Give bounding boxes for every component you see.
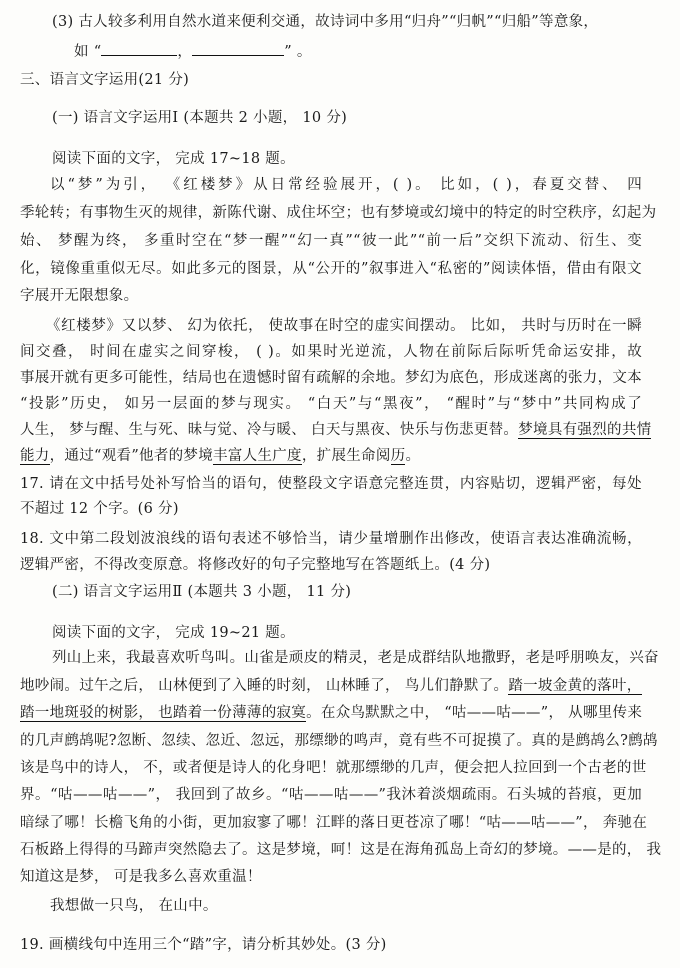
underlined-sentence-part-2: 踏一地斑驳的树影， 也踏着一份薄薄的寂寞	[20, 705, 307, 721]
p3-line-6: 界。“咕——咕——”， 我回到了故乡。“咕——咕——”我沐着淡烟疏雨。石头城的苔痕，更加	[20, 787, 642, 803]
p3-line-2	[20, 676, 642, 696]
p2-line-6-text-b: ，扩展生命阅	[301, 448, 391, 464]
p3-line-7: 暗绿了哪！长檐飞角的小街，更加寂寥了哪！江畔的落日更苍凉了哪！“咕——咕——”， 奔驰在	[20, 815, 648, 831]
wavy-sentence-part-1: 梦境具有强烈的共情	[518, 422, 652, 438]
q3-line-1: (3) 古人较多利用自然水道来便利交通，故诗词中多用“归舟”“归帆”“归船”等意象，	[52, 14, 599, 30]
p3-final-line: 我想做一只鸟， 在山中。	[50, 898, 218, 914]
section-3-heading: 三、语言文字运用(21 分)	[20, 72, 190, 88]
wavy-sentence-part-2: 能力	[20, 448, 50, 464]
q3-suffix: ” 。	[284, 44, 312, 60]
p3-line-8: 石板路上得得的马蹄声突然隐去了。这是梦境，呵！这是在海角孤岛上奇幻的梦境。——是的， 我	[20, 842, 662, 858]
p2-line-4: “投影”历史， 如另一层面的梦与现实。 “白天”与“黑夜”， “醒时”与“梦中”共同构成了	[20, 396, 642, 412]
q3-prefix: 如 “	[74, 44, 102, 60]
p1-line-1: 以“梦”为引， 《红楼梦》从日常经验展开，( )。 比如，( )，春夏交替、 四	[50, 177, 642, 193]
p3-line-9: 知道这是梦， 可是我多么喜欢重温！	[20, 869, 262, 885]
read-instruction-2: 阅读下面的文字， 完成 19~21 题。	[52, 625, 295, 641]
p1-line-5: 字展开无限想象。	[20, 288, 139, 304]
q19: 19. 画横线句中连用三个“踏”字，请分析其妙处。(3 分)	[20, 937, 387, 953]
underlined-sentence-part-1: 踏一坡金黄的落叶，	[508, 678, 642, 694]
answer-blank-1[interactable]	[101, 41, 177, 56]
p1-line-4: 化，镜像重重似无尽。如此多元的图景，从“公开的”叙事进入“私密的”阅读体悟，借由有限文	[20, 261, 642, 277]
q17-line-1: 17. 请在文中括号处补写恰当的语句，使整段文字语意完整连贯，内容贴切，逻辑严密，每处	[20, 476, 642, 492]
q3-line-2	[74, 41, 312, 62]
p2-line-6-text-a: ，通过“观看”他者的梦境	[49, 448, 214, 464]
p2-line-1: 《红楼梦》又以梦、 幻为依托， 使故事在时空的虚实间摆动。 比如， 共时与历时在一瞬	[46, 318, 642, 334]
wavy-sentence-part-4: 历	[390, 448, 406, 464]
p3-line-5: 该是鸟中的诗人， 不，或者便是诗人的化身吧！就那缥缈的几声，便会把人拉回到一个古老的世	[20, 760, 647, 776]
p3-line-4: 的几声鹧鸪呢?忽断、忽续、忽近、忽远，那缥缈的鸣声，竟有些不可捉摸了。真的是鹧鸪么?鹧鸪	[20, 733, 658, 749]
p3-line-1: 列山上来，我最喜欢听鸟叫。山雀是顽皮的精灵，老是成群结队地撒野，老是呼朋唤友，兴奋	[52, 650, 659, 666]
q17-line-2: 不超过 12 个字。(6 分)	[20, 501, 179, 517]
part-1-heading: (一) 语言文字运用Ⅰ (本题共 2 小题， 10 分)	[52, 110, 348, 126]
p2-line-6	[20, 446, 420, 466]
p1-line-3: 始、 梦醒为终， 多重时空在“梦一醒”“幻一真”“彼一此”“前一后”交织下流动、衍生、变	[20, 233, 642, 249]
q18-line-1: 18. 文中第二段划波浪线的语句表述不够恰当，请少量增删作出修改，使语言表达准确流畅，	[20, 531, 642, 547]
p3-line-3	[20, 703, 642, 723]
answer-blank-2[interactable]	[192, 41, 284, 56]
p1-line-2: 季轮转；有事物生灭的规律，新陈代谢、成住坏空；也有梦境或幻境中的特定的时空秩序，幻起为	[20, 205, 657, 221]
p2-line-3: 事展开就有更多可能性，结局也在遗憾时留有疏解的余地。梦幻为底色，形成迷离的张力，文本	[20, 370, 642, 386]
p2-line-2: 间交叠， 时间在虚实之间穿梭， ( )。如果时光逆流，人物在前际后际听凭命运安排，故	[20, 344, 642, 360]
p2-line-5-text: 人生， 梦与醒、生与死、昧与觉、冷与暖、 白天与黑夜、快乐与伤悲更替。	[20, 422, 519, 438]
p3-line-3-text: 。在众鸟默默之中， “咕——咕——”， 从哪里传来	[306, 705, 643, 721]
part-2-heading: (二) 语言文字运用Ⅱ (本题共 3 小题， 11 分)	[52, 584, 352, 600]
q18-line-2: 逻辑严密，不得改变原意。将修改好的句子完整地写在答题纸上。(4 分)	[20, 557, 491, 573]
p3-line-2-text: 地吵闹。过午之后， 山林便到了入睡的时刻， 山林睡了， 鸟儿们静默了。	[20, 678, 509, 694]
p2-line-5	[20, 420, 651, 440]
read-instruction-1: 阅读下面的文字， 完成 17~18 题。	[52, 151, 295, 167]
q3-comma: ，	[177, 44, 193, 60]
p2-line-6-end: 。	[405, 448, 421, 464]
wavy-sentence-part-3: 丰富人生广度	[213, 448, 302, 464]
